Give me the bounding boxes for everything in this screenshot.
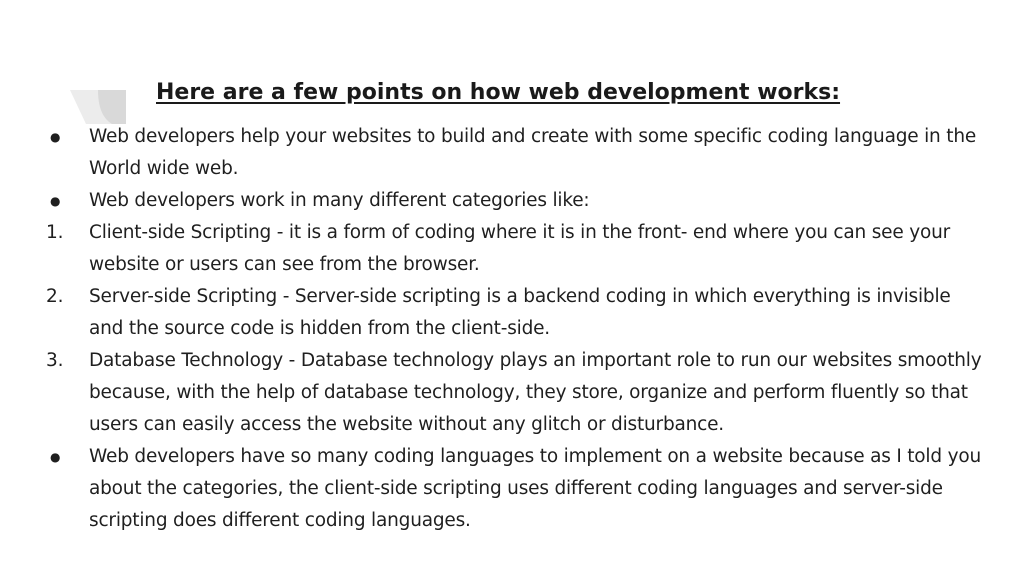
bullet-list xyxy=(40,121,990,537)
list-item-text: Web developers have so many coding languages to implement on a website because as I told you about the categories, the client-side scripting uses different coding languages and server-side scripting does different coding languages. xyxy=(89,446,981,531)
list-item-text: Database Technology - Database technology plays an important role to run our websites smoothly because, with the help of database technology, they store, organize and perform fluently so that users can easily access the website without any glitch or disturbance. xyxy=(89,350,982,435)
bullet-marker: ● xyxy=(50,130,61,144)
list-item-text: Web developers work in many different categories like: xyxy=(89,190,590,211)
list-item xyxy=(40,345,990,441)
list-item xyxy=(40,185,990,217)
slide-title: Here are a few points on how web development works: xyxy=(156,80,841,105)
list-item-text: Client-side Scripting - it is a form of coding where it is in the front- end where you can see your website or users can see from the browser. xyxy=(89,222,951,275)
number-marker: 2. xyxy=(46,286,64,307)
bullet-marker: ● xyxy=(50,450,61,464)
list-item xyxy=(40,121,990,185)
list-item-text: Server-side Scripting - Server-side scripting is a backend coding in which everything is invisible and the source code is hidden from the client-side. xyxy=(89,286,951,339)
list-item xyxy=(40,441,990,537)
number-marker: 3. xyxy=(46,350,64,371)
list-item xyxy=(40,217,990,281)
number-marker: 1. xyxy=(46,222,64,243)
list-item-text: Web developers help your websites to build and create with some specific coding language in the World wide web. xyxy=(89,126,977,179)
bullet-marker: ● xyxy=(50,194,61,208)
decorative-shape xyxy=(68,88,126,124)
list-item xyxy=(40,281,990,345)
